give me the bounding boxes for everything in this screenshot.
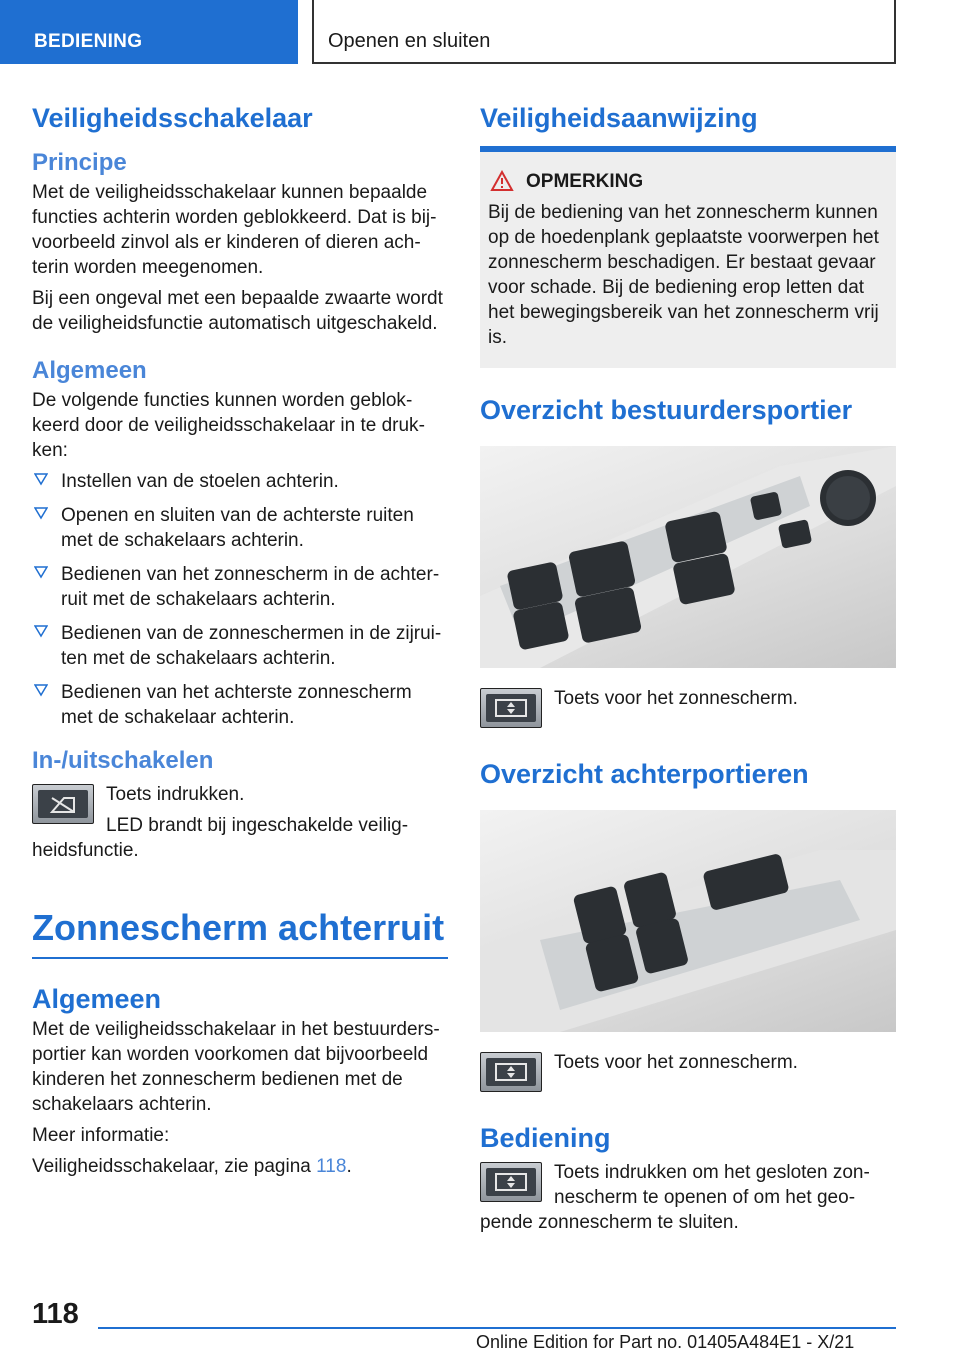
chapter-label: Openen en sluiten xyxy=(328,30,491,52)
zonnescherm-paragraph-1: Met de veiligheidsschakelaar in het bestuurdersportier kan worden voorkomen dat bijvoorbeeld kinderen het zonnescherm bedienen met de schakelaars achterin. xyxy=(32,1019,440,1115)
driver-caption-text: Toets voor het zonnescherm. xyxy=(554,688,798,709)
heading-in-uitschakelen: In-/uitschakelen xyxy=(32,747,214,774)
section-title-veiligheidsschakelaar: Veiligheidsschakelaar xyxy=(32,103,313,133)
rear-caption-text: Toets voor het zonnescherm. xyxy=(554,1052,798,1073)
notice-box xyxy=(480,152,896,368)
list-item: Instellen van de stoelen achterin. xyxy=(32,469,448,494)
section-label: BEDIENING xyxy=(34,31,143,52)
sunblind-button-icon xyxy=(480,1162,542,1202)
bediening-instruction xyxy=(480,1160,896,1235)
page-number: 118 xyxy=(32,1298,79,1330)
sunblind-button-icon xyxy=(480,1052,542,1092)
triangle-bullet-icon xyxy=(34,624,48,638)
warning-triangle-icon xyxy=(490,170,514,192)
window-lock-button-icon xyxy=(32,784,94,824)
heading-algemeen: Algemeen xyxy=(32,357,147,384)
zonnescherm-reference: Veiligheidsschakelaar, zie pagina 118. xyxy=(32,1156,352,1177)
list-item: Openen en sluiten van de achterste ruiten met de schakelaars achterin. xyxy=(32,503,448,553)
left-column xyxy=(32,98,448,1185)
notice-title: OPMERKING xyxy=(488,168,888,196)
list-item: Bedienen van de zonneschermen in de zijruiten met de schakelaars achterin. xyxy=(32,621,448,671)
footer-edition: Online Edition for Part no. 01405A484E1 - X/21 xyxy=(476,1332,855,1352)
principe-paragraph-2: Bij een ongeval met een bepaalde zwaarte wordt de veiligheidsfunctie automatisch uitgeschakeld. xyxy=(32,288,443,334)
triangle-bullet-icon xyxy=(34,472,48,486)
right-column xyxy=(480,98,896,1241)
section-title-zonnescherm-achterruit: Zonnescherm achterruit xyxy=(32,901,448,959)
heading-algemeen-2: Algemeen xyxy=(32,984,162,1014)
in-uit-line-2: LED brandt bij ingeschakelde veiligheidsfunctie. xyxy=(32,815,409,861)
algemeen-intro: De volgende functies kunnen worden geblokkeerd door de veiligheidsschakelaar in te drukken: xyxy=(32,390,425,461)
bediening-text: Toets indrukken om het gesloten zonnescherm te openen of om het geopende zonnescherm te sluiten. xyxy=(480,1162,870,1233)
list-item: Bedienen van het zonnescherm in de achterruit met de schakelaars achterin. xyxy=(32,562,448,612)
driver-sunblind-caption xyxy=(480,686,896,746)
chapter-tab xyxy=(312,0,896,64)
heading-bediening: Bediening xyxy=(480,1123,611,1153)
triangle-bullet-icon xyxy=(34,506,48,520)
sunblind-button-icon xyxy=(480,688,542,728)
heading-overzicht-bestuurdersportier: Overzicht bestuurdersportier xyxy=(480,395,853,425)
zonnescherm-paragraph-2: Meer informatie: xyxy=(32,1125,170,1146)
section-tab xyxy=(0,0,298,64)
heading-principe: Principe xyxy=(32,149,127,176)
list-item: Bedienen van het achterste zonnescherm met de schakelaar achterin. xyxy=(32,680,448,730)
principe-paragraph-1: Met de veiligheidsschakelaar kunnen bepaalde functies achterin worden geblokkeerd. Dat is bijvoorbeeld zinvol als er kinderen of dieren achterin worden meegenomen. xyxy=(32,182,437,278)
notice-text: Bij de bediening van het zonnescherm kunnen op de hoedenplank geplaatste voorwerpen het zonnescherm beschadigen. Er bestaat gevaar voor schade. Bij de bediening erop letten dat het bewegingsbereik van het zonnescherm vrij is. xyxy=(488,202,879,348)
footer-rule xyxy=(98,1327,896,1329)
driver-door-switch-photo xyxy=(480,446,896,668)
triangle-bullet-icon xyxy=(34,683,48,697)
page-link-118[interactable]: 118 xyxy=(316,1156,347,1177)
function-list xyxy=(32,469,448,730)
triangle-bullet-icon xyxy=(34,565,48,579)
heading-overzicht-achterportieren: Overzicht achterportieren xyxy=(480,759,809,789)
rear-door-switch-photo xyxy=(480,810,896,1032)
rear-sunblind-caption xyxy=(480,1050,896,1110)
section-title-veiligheidsaanwijzing: Veiligheidsaanwijzing xyxy=(480,103,758,133)
safety-switch-instruction xyxy=(32,782,448,863)
in-uit-line-1: Toets indrukken. xyxy=(106,784,245,805)
